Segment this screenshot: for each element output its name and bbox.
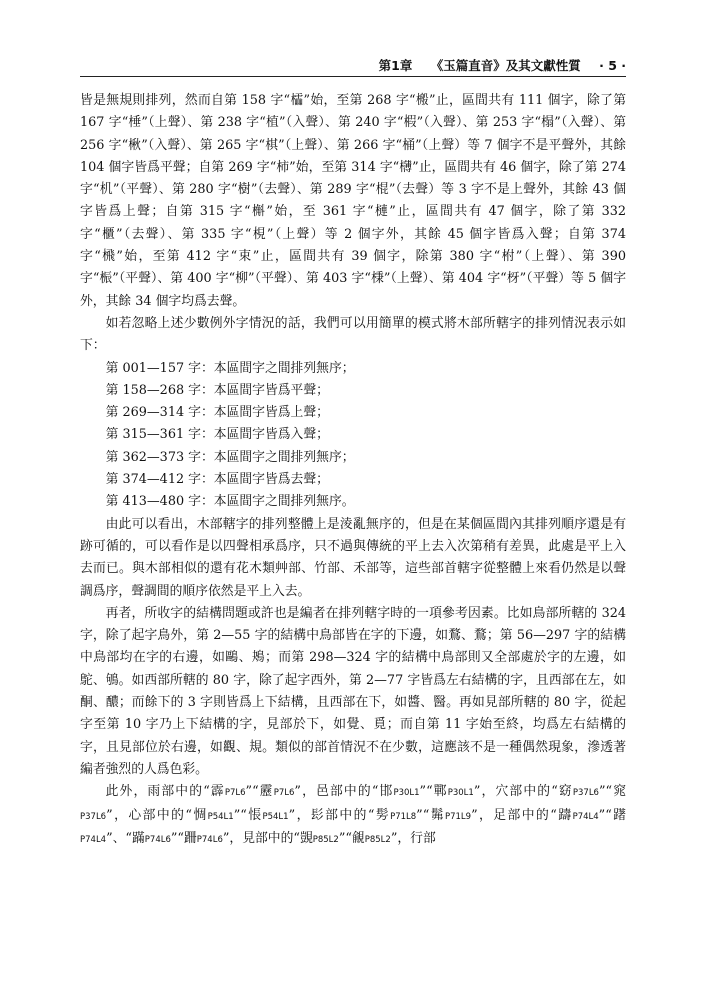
cited-character: 躊 (556, 807, 573, 823)
location-marker: P37L6 (80, 811, 107, 822)
location-marker: P30L1 (447, 788, 474, 799)
cited-character: 髴 (429, 807, 445, 823)
text-segment: ”，心部中的“ (106, 807, 192, 823)
cited-character: 靂 (258, 784, 274, 800)
text-segment: 此外，雨部中的“ (105, 784, 210, 800)
paragraph: 由此可以看出，木部轄字的排列整體上是淩亂無序的，但是在某個區間內其排列順序還是有跡可循的，可以看作是以四聲相承爲序，只不過與傳統的平上去入次第稍有差異，此處是平上入去而已。與木部相似的還有花木類艸部、竹部、禾部等，這些部首轄字從整體上來看仍然是以聲調爲序，聲調間的順序依然是平上入去。 (80, 516, 626, 599)
text-segment: ”，髟部中的“ (288, 807, 375, 823)
text-segment: ”，邑部中的“ (294, 784, 379, 800)
paragraph: 皆是無規則排列，然而自第 158 字“櫺”始，至第 268 字“㮽”止，區間共有 111 個字，除了第 167 字“棰”（上聲）、第 238 字“植”（入聲）、第 240 字“椵”（入聲）、第 253 字“榻”（入聲）、第 256 字“楸”（入聲）、第 265 字“棋”（上聲）、第 266 字“桶”（上聲）等 7 個字不是平聲外，其餘 104 個字皆爲平聲；自第 269 字“柿”始，至第 314 字“欂”止，區間共有 46 個字，除了第 274 字“机”（平聲）、第 280 字“樹”（去聲）、第 289 字“棍”（去聲）等 3 字不是上聲外，其餘 43 個字皆爲上聲；自第 315 字“槲”始，至 361 字“槤”止，區間共有 47 個字，除了第 332 字“櫃”（去聲）、第 335 字“梘”（上聲）等 2 個字外，其餘 45 個字皆爲入聲；自第 374 字“榌”始，至第 412 字“束”止，區間共有 39 個字，除第 380 字“柎”（上聲）、第 390 字“桭”（平聲）、第 400 字“柳”（平聲）、第 403 字“棅”（上聲）、第 404 字“枒”（平聲）等 5 個字外，其餘 34 個字均爲去聲。 (80, 93, 626, 309)
location-marker: P30L1 (393, 788, 420, 799)
cited-character: 覦 (351, 830, 365, 846)
cited-character: 躇 (611, 807, 626, 823)
list-item: 第 374—412 字：本區間字皆爲去聲； (105, 472, 329, 488)
list-item: 第 413—480 字：本區間字之間排列無序。 (105, 494, 355, 510)
chapter-title: 《玉篇直音》及其文獻性質 (430, 58, 581, 73)
list-item: 第 001—157 字：本區間字之間排列無序； (105, 360, 355, 376)
location-marker: P7L6 (224, 788, 246, 799)
text-segment: ”“ (170, 830, 184, 846)
text-segment: ”“ (598, 784, 613, 800)
cited-character: 覬 (299, 830, 313, 846)
chapter-label: 第1章 (378, 58, 413, 73)
cited-character: 髣 (374, 807, 391, 823)
paragraph-with-references (80, 781, 626, 851)
location-marker: P85L2 (312, 834, 339, 845)
location-marker: P54L1 (207, 811, 234, 822)
cited-character: 惆 (191, 807, 208, 823)
text-segment: ”“ (598, 807, 612, 823)
location-marker: P74L6 (144, 834, 171, 845)
cited-character: 悵 (246, 807, 263, 823)
text-segment: ”“ (245, 784, 259, 800)
text-segment: ”“ (338, 830, 352, 846)
header-rule (80, 76, 626, 77)
text-segment: ”，足部中的“ (471, 807, 557, 823)
location-marker: P74L4 (80, 834, 107, 845)
cited-character: 蹣 (131, 830, 145, 846)
location-marker: P71L9 (444, 811, 472, 822)
list-item: 第 315—361 字：本區間字皆爲入聲； (105, 427, 329, 443)
cited-character: 跚 (183, 830, 197, 846)
paragraph: 再者，所收字的結構問題或許也是編者在排列轄字時的一項參考因素。比如鳥部所轄的 324 字，除了起字鳥外，第 2—55 字的結構中鳥部皆在字的下邊，如鶩、鶩；第 56—297 字的結構中鳥部均在字的右邊，如鷗、鴂；而第 298—324 字的結構中鳥部則又全部處於字的左邊，如鴕、鴝。如西部所轄的 80 字，除了起字西外，第 2—77 字皆爲左右結構的字，且西部在左，如酮、醲；而餘下的 3 字則皆爲上下結構，且西部在下，如醬、醫。再如見部所轄的 80 字，從起字至第 10 字乃上下結構的字，見部於下，如覺、覓；而自第 11 字始至終，均爲左右結構的字，且見部位於右邊，如觀、規。類似的部首情況不在少數，這應該不是一種偶然現象，滲透著編者強烈的人爲色彩。 (80, 605, 626, 777)
location-marker: P54L1 (262, 811, 289, 822)
page-number: · 5 · (599, 58, 626, 73)
cited-character: 邯 (378, 784, 394, 800)
text-segment: ”，見部中的“ (222, 830, 300, 846)
paragraph: 如若忽略上述少數例外字情況的話，我們可以用簡單的模式將木部所轄字的排列情況表示如下： (80, 315, 626, 354)
location-marker: P37L6 (572, 788, 599, 799)
text-segment: ”，行部 (390, 830, 436, 846)
cited-character: 窕 (612, 784, 627, 800)
location-marker: P71L8 (390, 811, 417, 822)
text-segment: ”“ (416, 807, 430, 823)
running-header (365, 56, 626, 74)
text-segment: ”“ (419, 784, 433, 800)
location-marker: P74L6 (196, 834, 223, 845)
text-segment: ”，穴部中的“ (473, 784, 558, 800)
text-segment: ”“ (233, 807, 247, 823)
list-item: 第 362—373 字：本區間字之間排列無序； (105, 449, 355, 465)
location-marker: P85L2 (364, 834, 391, 845)
list-item: 第 158—268 字：本區間字皆爲平聲； (105, 382, 329, 398)
cited-character: 霹 (209, 784, 225, 800)
list-item: 第 269—314 字：本區間字皆爲上聲； (105, 405, 329, 421)
cited-character: 鄲 (432, 784, 448, 800)
text-segment: ”、“ (106, 830, 132, 846)
location-marker: P74L4 (572, 811, 599, 822)
body-text (80, 90, 626, 851)
cited-character: 窈 (557, 784, 573, 800)
location-marker: P7L6 (273, 788, 295, 799)
